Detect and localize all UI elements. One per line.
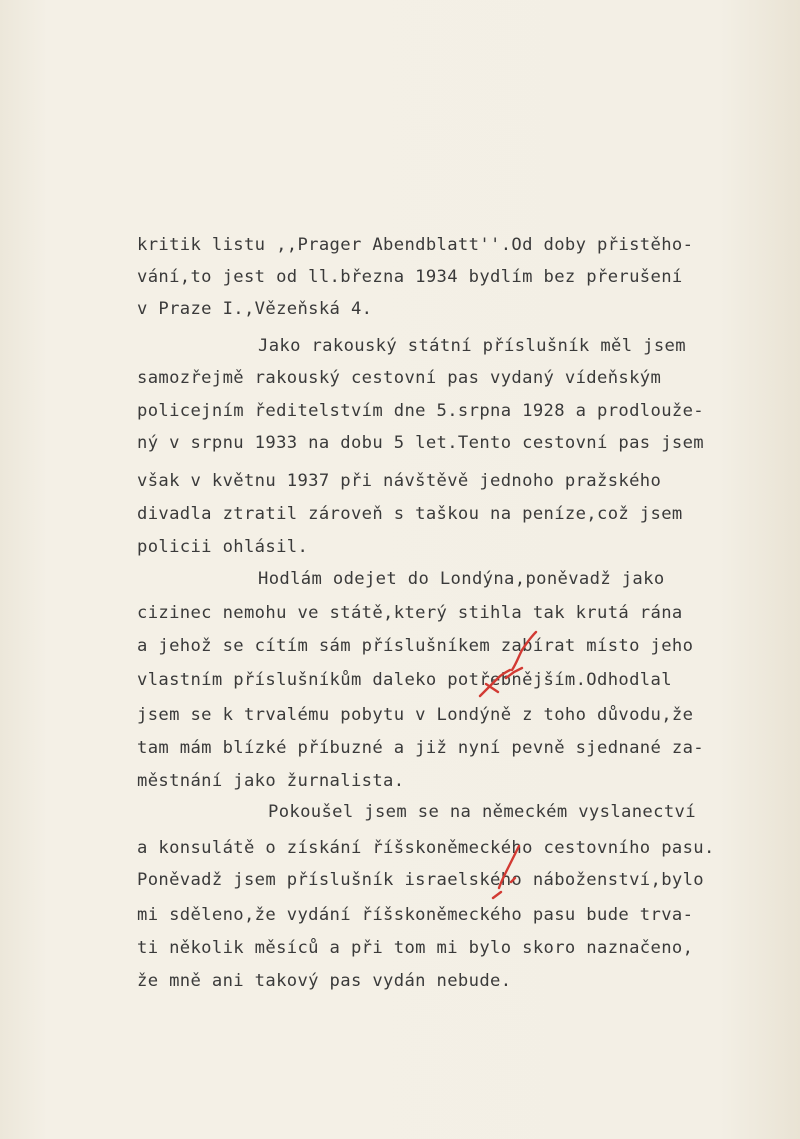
text-line: ný v srpnu 1933 na dobu 5 let.Tento cestovní pas jsem (137, 433, 704, 453)
paragraph-first-line: Jako rakouský státní příslušník měl jsem (258, 336, 686, 356)
text-line: jsem se k trvalému pobytu v Londýně z toho důvodu,že (137, 705, 694, 725)
text-line: ti několik měsíců a při tom mi bylo skoro naznačeno, (137, 938, 694, 958)
text-line: samozřejmě rakouský cestovní pas vydaný vídeňským (137, 368, 662, 388)
text-line: mi sděleno,že vydání říšskoněmeckého pasu bude trva- (137, 905, 694, 925)
text-line: vání,to jest od ll.března 1934 bydlím bez přerušení (137, 267, 683, 287)
text-line: tam mám blízké příbuzné a již nyní pevně sjednané za- (137, 738, 704, 758)
text-line: městnání jako žurnalista. (137, 771, 405, 791)
paragraph-first-line: Hodlám odejet do Londýna,poněvadž jako (258, 569, 665, 589)
text-line: policejním ředitelstvím dne 5.srpna 1928 a prodlouže- (137, 401, 704, 421)
correction-mark (485, 842, 529, 904)
text-line: a konsulátě o získání říšskoněmeckého cestovního pasu. (137, 838, 715, 858)
text-line: Poněvadž jsem příslušník israelského náboženství,bylo (137, 870, 704, 890)
text-line: divadla ztratil zároveň s taškou na peníze,což jsem (137, 504, 683, 524)
text-line: policii ohlásil. (137, 537, 309, 557)
text-line: cizinec nemohu ve státě,který stihla tak krutá rána (137, 603, 683, 623)
text-line: že mně ani takový pas vydán nebude. (137, 971, 512, 991)
text-line: kritik listu ,,Prager Abendblatt''.Od doby přistěho- (137, 235, 694, 255)
correction-mark (476, 668, 516, 700)
text-line: však v květnu 1937 při návštěvě jednoho pražského (137, 471, 662, 491)
text-line: a jehož se cítím sám příslušníkem zabírat místo jeho (137, 636, 694, 656)
text-line: vlastním příslušníkům daleko potřebnějším.Odhodlal (137, 670, 672, 690)
text-line: v Praze I.,Vězeňská 4. (137, 299, 373, 319)
paragraph-first-line: Pokoušel jsem se na německém vyslanectví (268, 802, 696, 822)
